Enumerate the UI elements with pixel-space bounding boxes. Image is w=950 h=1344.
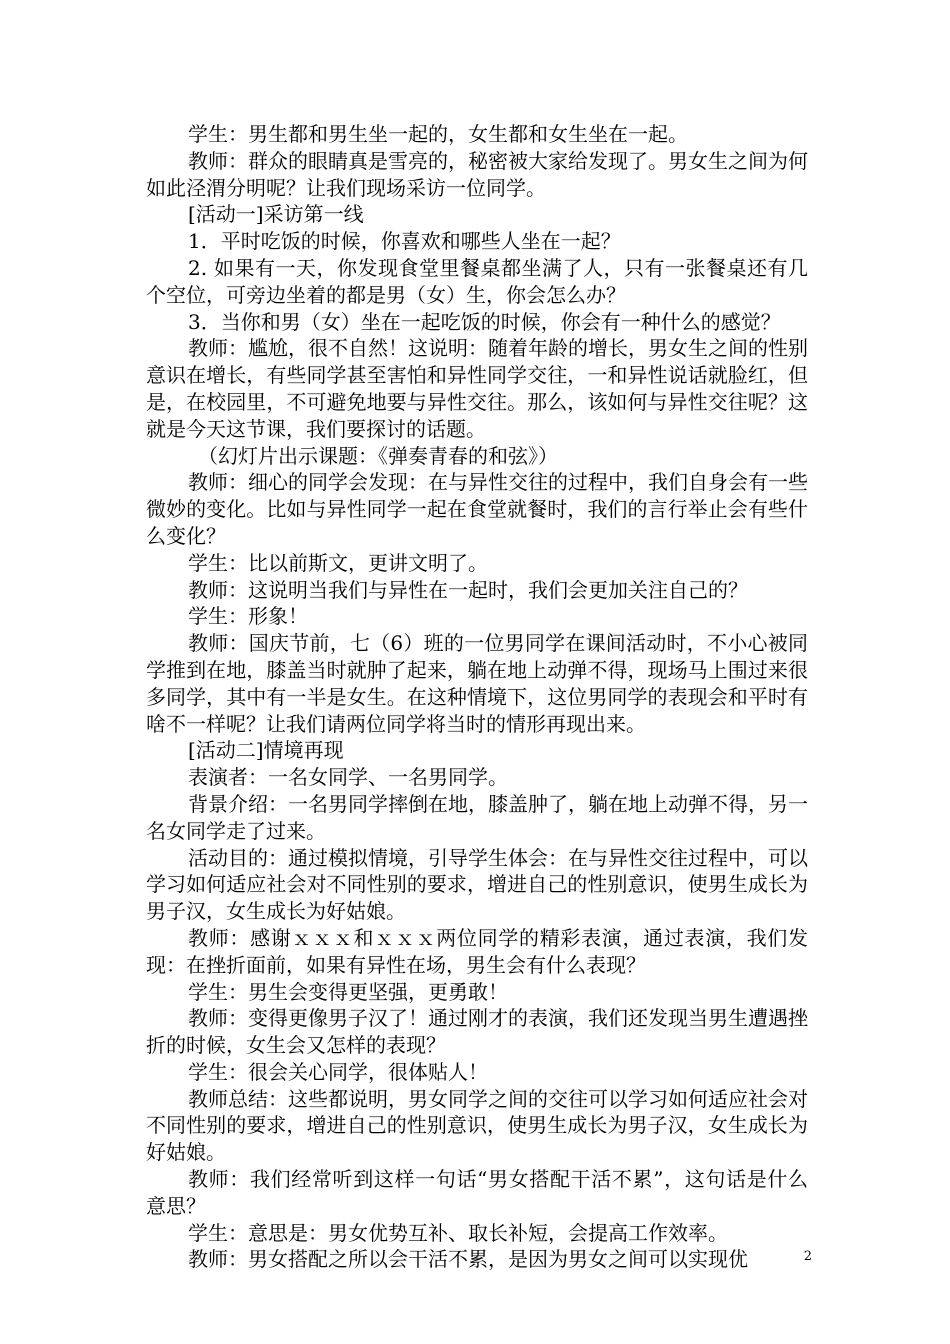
paragraph: 学生：形象！: [188, 604, 308, 629]
paragraph: 表演者：一名女同学、一名男同学。: [188, 765, 508, 790]
page-number: 2: [803, 1249, 812, 1264]
paragraph: 教师：细心的同学会发现：在与异性交往的过程中，我们自身会有一些微妙的变化。比如与异性同学一起在食堂就餐时，我们的言行举止会有些什么变化？: [146, 470, 808, 548]
paragraph: 教师：群众的眼睛真是雪亮的，秘密被大家给发现了。男女生之间为何如此泾渭分明呢？让我们现场采访一位同学。: [146, 148, 808, 200]
paragraph: 教师：男女搭配之所以会干活不累，是因为男女之间可以实现优: [188, 1247, 748, 1272]
paragraph: 活动目的：通过模拟情境，引导学生体会：在与异性交往过程中，可以学习如何适应社会对不同性别的要求，增进自己的性别意识，使男生成长为男子汉，女生成长为好姑娘。: [146, 845, 808, 924]
paragraph: 学生：比以前斯文，更讲文明了。: [188, 550, 488, 575]
paragraph: 教师：感谢ｘｘｘ和ｘｘｘ两位同学的精彩表演，通过表演，我们发现：在挫折面前，如果有异性在场，男生会有什么表现？: [146, 925, 808, 977]
paragraph: 教师：国庆节前，七（6）班的一位男同学在课间活动时，不小心被同学推到在地，膝盖当时就肿了起来，躺在地上动弹不得，现场马上围过来很多同学，其中有一半是女生。在这种情境下，这位男同学的表现会和平时有啥不一样呢？让我们请两位同学将当时的情形再现出来。: [146, 631, 808, 736]
paragraph: 学生：意思是：男女优势互补、取长补短，会提高工作效率。: [188, 1220, 728, 1245]
section-heading-activity-2: [活动二]情境再现: [188, 738, 344, 763]
question-2: 2. 如果有一天，你发现食堂里餐桌都坐满了人，只有一张餐桌还有几个空位，可旁边坐着的都是男（女）生，你会怎么办？: [146, 255, 808, 307]
paragraph: 教师：变得更像男子汉了！通过刚才的表演，我们还发现当男生遭遇挫折的时候，女生会又怎样的表现？: [146, 1006, 808, 1058]
paragraph: 教师总结：这些都说明，男女同学之间的交往可以学习如何适应社会对不同性别的要求，增进自己的性别意识，使男生成长为男子汉，女生成长为好姑娘。: [146, 1086, 808, 1165]
paragraph: 学生：男生都和男生坐一起的，女生都和女生坐在一起。: [188, 122, 688, 146]
paragraph: 背景介绍：一名男同学摔倒在地，膝盖肿了，躺在地上动弹不得，另一名女同学走了过来。: [146, 791, 808, 843]
question-1: 1．平时吃饭的时候，你喜欢和哪些人坐在一起？: [188, 229, 621, 254]
slide-note: （幻灯片出示课题：《弹奏青春的和弦》）: [198, 443, 558, 468]
section-heading-activity-1: [活动一]采访第一线: [188, 202, 364, 227]
question-3: 3．当你和男（女）坐在一起吃饭的时候，你会有一种什么的感觉？: [188, 309, 781, 334]
paragraph: 学生：男生会变得更坚强，更勇敢！: [188, 979, 508, 1004]
paragraph: 教师：这说明当我们与异性在一起时，我们会更加关注自己的？: [188, 577, 748, 602]
paragraph: 教师：我们经常听到这样一句话“男女搭配干活不累”，这句话是什么意思？: [146, 1167, 808, 1218]
body-text: [146, 121, 808, 1273]
paragraph: 学生：很会关心同学，很体贴人！: [188, 1059, 488, 1084]
paragraph: 教师：尴尬，很不自然！这说明：随着年龄的增长，男女生之间的性别意识在增长，有些同学甚至害怕和异性同学交往，一和异性说话就脸红，但是，在校园里，不可避免地要与异性交往。那么，该如何与异性交往呢？这就是今天这节课，我们要探讨的话题。: [146, 336, 808, 441]
